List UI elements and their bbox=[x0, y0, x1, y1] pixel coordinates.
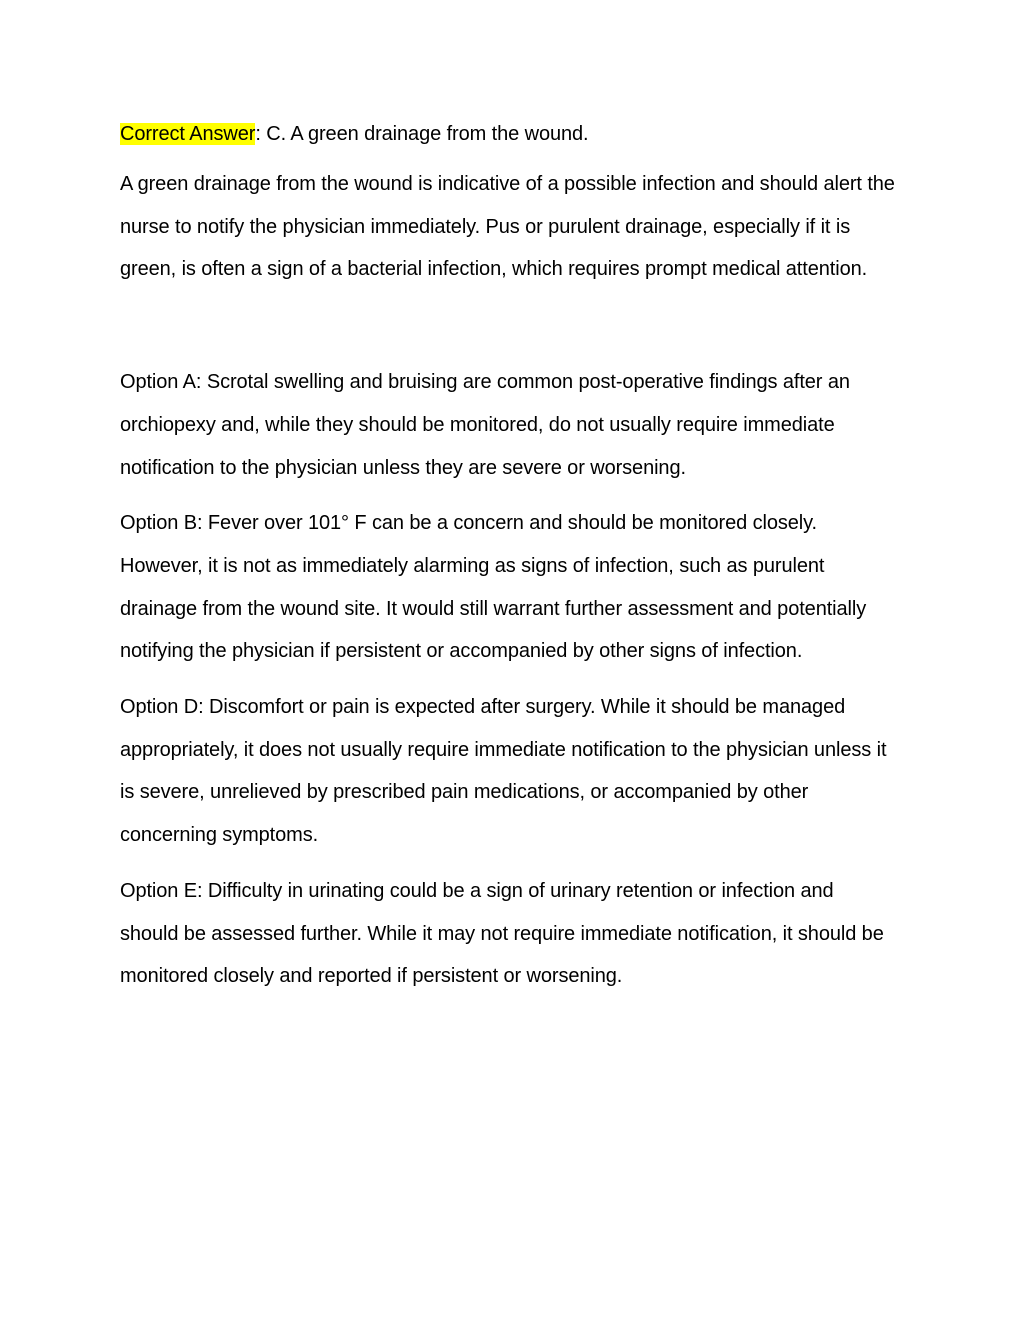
option-b-paragraph: Option B: Fever over 101° F can be a concern and should be monitored closely. However, it is not as immediately alarming as signs of infection, such as purulent drainage from the wound site. It would still warrant further assessment and potentially notifying the physician if persistent or accompanied by other signs of infection. bbox=[120, 512, 867, 663]
correct-answer-label: Correct Answer bbox=[120, 123, 256, 145]
correct-answer-text: : C. A green drainage from the wound. bbox=[255, 123, 589, 145]
option-d-paragraph: Option D: Discomfort or pain is expected after surgery. While it should be managed appropriately, it does not usually require immediate notification to the physician unless it is severe, unrelieved by prescribed pain medications, or accompanied by other concerning symptoms. bbox=[120, 696, 887, 847]
explanation-paragraph: A green drainage from the wound is indicative of a possible infection and should alert the nurse to notify the physician immediately. Pus or purulent drainage, especially if it is green, is often a sign of a bacterial infection, which requires prompt medical attention. bbox=[120, 173, 895, 281]
document-body bbox=[120, 117, 895, 998]
option-a-paragraph: Option A: Scrotal swelling and bruising are common post-operative findings after an orchiopexy and, while they should be monitored, do not usually require immediate notification to the physician unless they are severe or worsening. bbox=[120, 371, 850, 479]
option-e-paragraph: Option E: Difficulty in urinating could be a sign of urinary retention or infection and should be assessed further. While it may not require immediate notification, it should be monitored closely and reported if persistent or worsening. bbox=[120, 879, 884, 988]
correct-answer-line bbox=[120, 117, 895, 151]
